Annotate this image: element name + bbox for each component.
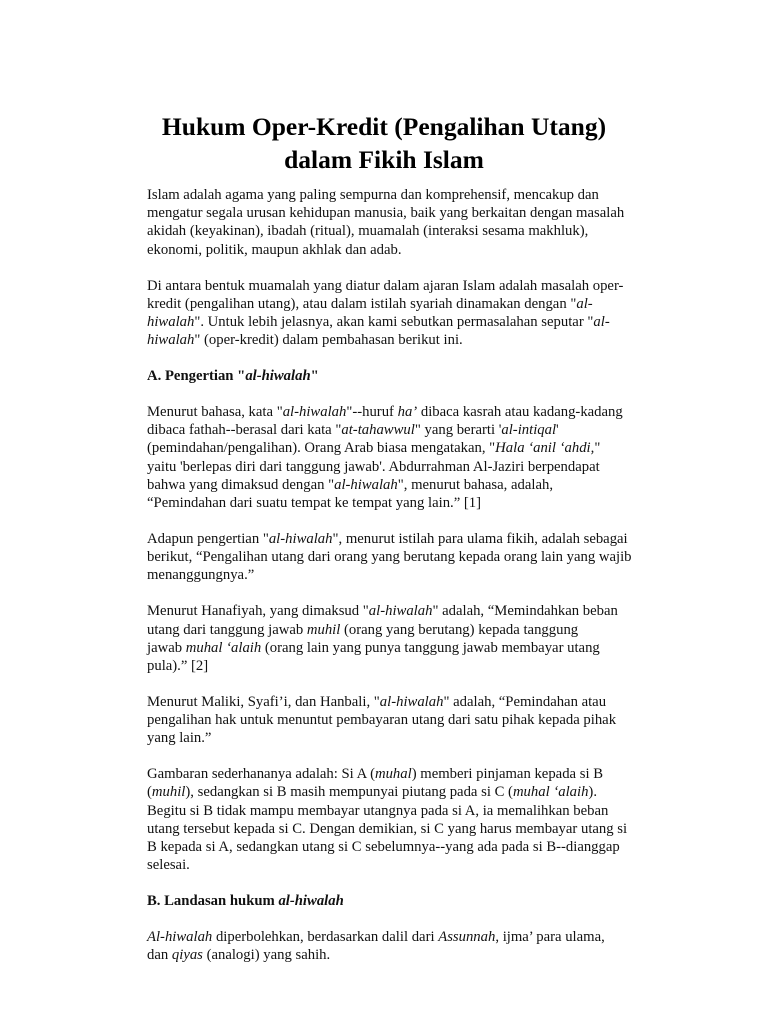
text-span: dibaca kasrah atau kadang-kadang — [417, 404, 623, 421]
text-line — [147, 476, 647, 494]
text-line — [147, 602, 647, 620]
section-heading-a — [147, 367, 647, 385]
text-line — [147, 639, 647, 657]
text-span: dan — [147, 947, 172, 964]
text-line — [147, 403, 647, 421]
paragraph-intro — [147, 186, 647, 259]
text-line — [147, 439, 647, 457]
text-span: Gambaran sederhananya adalah: Si A ( — [147, 766, 375, 783]
text-span: utang dari tanggung jawab — [147, 621, 307, 638]
text-line: yang lain.” — [147, 730, 212, 747]
term-italic: al-hiwalah — [334, 476, 398, 493]
term-italic: muhil — [151, 784, 186, 801]
text-span: diperbolehkan, berdasarkan dalil dari — [212, 929, 439, 946]
text-span: Menurut Maliki, Syafi’i, dan Hanbali, " — [147, 693, 380, 710]
text-line — [147, 783, 647, 801]
text-line: Begitu si B tidak mampu membayar utangnya pada si A, ia memalihkan beban — [147, 802, 609, 819]
term-italic: at-tahawwul — [341, 422, 415, 439]
paragraph-definition-language — [147, 403, 647, 512]
term-italic: al-hiwalah — [282, 404, 347, 421]
text-span: " yang berarti ' — [414, 422, 502, 439]
text-line — [147, 693, 647, 711]
text-span: ", menurut istilah para ulama fikih, adalah sebagai — [332, 531, 628, 548]
text-span: "--huruf — [346, 404, 398, 421]
text-span: Menurut Hanafiyah, yang dimaksud " — [147, 603, 369, 620]
text-line — [147, 928, 647, 946]
text-span: (orang lain yang punya tanggung jawab membayar utang — [261, 639, 600, 656]
text-line — [147, 621, 647, 639]
text-span: (pemindahan/pengalihan). Orang Arab biasa mengatakan, " — [147, 440, 496, 457]
text-line — [147, 946, 647, 964]
term-italic: ha’ — [397, 404, 418, 421]
text-line — [147, 765, 647, 783]
text-span: ), sedangkan si B masih mempunyai piutang pada si C ( — [185, 784, 513, 801]
text-span: , ijma’ para ulama, — [495, 929, 605, 946]
text-line: mengatur segala urusan kehidupan manusia, baik yang berkaitan dengan masalah — [147, 205, 625, 222]
text-line: yaitu 'berlepas diri dari tanggung jawab'. Abdurrahman Al-Jaziri berpendapat — [147, 458, 600, 475]
term-italic: Hala ‘anil ‘ahdi, — [495, 440, 595, 457]
section-heading-b — [147, 892, 647, 910]
term-italic: al-intiqal — [501, 422, 557, 439]
term-italic: Assunnah — [438, 929, 496, 946]
paragraph-maliki — [147, 693, 647, 748]
heading-text: B. Landasan hukum — [147, 893, 279, 910]
text-line: Islam adalah agama yang paling sempurna dan komprehensif, mencakup dan — [147, 187, 599, 203]
text-line: utang tersebut kepada si C. Dengan demikian, si C yang harus membayar utang si — [147, 820, 628, 837]
text-span: " adalah, “Memindahkan beban — [432, 603, 618, 620]
term-italic: muhal ‘alaih — [185, 639, 262, 656]
text-line: pengalihan hak untuk menuntut pembayaran utang dari satu pihak kepada pihak — [147, 712, 617, 729]
text-span: jawab — [147, 639, 186, 656]
text-line: “Pemindahan dari suatu tempat ke tempat yang lain.” [1] — [147, 495, 482, 512]
text-line: berikut, “Pengalihan utang dari orang yang berutang kepada orang lain yang wajib — [147, 549, 632, 566]
text-span: " (oper-kredit) dalam pembahasan berikut ini. — [194, 332, 463, 349]
text-span: Menurut bahasa, kata " — [147, 404, 283, 421]
term-italic: hiwalah — [147, 332, 195, 349]
text-line — [147, 313, 647, 331]
paragraph-muamalah — [147, 277, 647, 350]
term-italic: al- — [593, 313, 610, 330]
text-line — [147, 421, 647, 439]
term-italic: al-hiwalah — [368, 603, 433, 620]
text-line: pula).” [2] — [147, 657, 209, 674]
heading-term-italic: al-hiwalah — [278, 893, 344, 910]
text-line: Di antara bentuk muamalah yang diatur dalam ajaran Islam adalah masalah oper- — [147, 277, 624, 294]
text-span: ) memberi pinjaman kepada si B — [411, 766, 603, 783]
term-italic: qiyas — [171, 947, 203, 964]
paragraph-hanafiyah — [147, 602, 647, 675]
term-italic: muhal ‘alaih — [512, 784, 589, 801]
document-title — [130, 110, 638, 176]
paragraph-legal-basis — [147, 928, 647, 964]
text-span: (orang yang berutang) kepada tanggung — [340, 621, 579, 638]
title-line-2: dalam Fikih Islam — [284, 145, 484, 174]
heading-text: A. Pengertian " — [147, 368, 246, 385]
term-italic: al-hiwalah — [268, 531, 333, 548]
text-span: kredit (pengalihan utang), atau dalam istilah syariah dinamakan dengan " — [147, 295, 577, 312]
term-italic: Al-hiwalah — [147, 929, 213, 946]
paragraph-illustration — [147, 765, 647, 874]
text-span: ". Untuk lebih jelasnya, akan kami sebutkan permasalahan seputar " — [194, 313, 594, 330]
text-span: ' — [556, 422, 559, 439]
text-line: selesai. — [147, 857, 190, 874]
text-span: Adapun pengertian " — [147, 531, 269, 548]
text-line: ekonomi, politik, maupun akhlak dan adab. — [147, 241, 402, 258]
text-span: ( — [147, 784, 152, 801]
text-span: (analogi) yang sahih. — [202, 947, 331, 964]
document-body — [147, 186, 647, 982]
text-line: akidah (keyakinan), ibadah (ritual), muamalah (interaksi sesama makhluk), — [147, 223, 589, 240]
text-line: menanggungnya.” — [147, 567, 255, 584]
term-italic: muhal — [374, 766, 412, 783]
text-span: bahwa yang dimaksud dengan " — [147, 476, 335, 493]
text-line — [147, 295, 647, 313]
text-span: " adalah, “Pemindahan atau — [443, 693, 607, 710]
term-italic: al-hiwalah — [379, 693, 444, 710]
text-span: ", menurut bahasa, adalah, — [397, 476, 554, 493]
heading-term-italic: al-hiwalah — [245, 368, 311, 385]
heading-text: " — [310, 368, 319, 385]
term-italic: hiwalah — [147, 313, 195, 330]
text-line — [147, 530, 647, 548]
text-line: B kepada si A, sedangkan utang si C sebelumnya--yang ada pada si B--dianggap — [147, 839, 620, 856]
text-span: " — [594, 440, 601, 457]
paragraph-definition-term — [147, 530, 647, 585]
term-italic: muhil — [306, 621, 341, 638]
title-line-1: Hukum Oper-Kredit (Pengalihan Utang) — [161, 112, 607, 141]
text-span: ). — [588, 784, 597, 801]
text-line — [147, 331, 647, 349]
text-span: dibaca fathah--berasal dari kata " — [147, 422, 342, 439]
term-italic: al- — [576, 295, 593, 312]
